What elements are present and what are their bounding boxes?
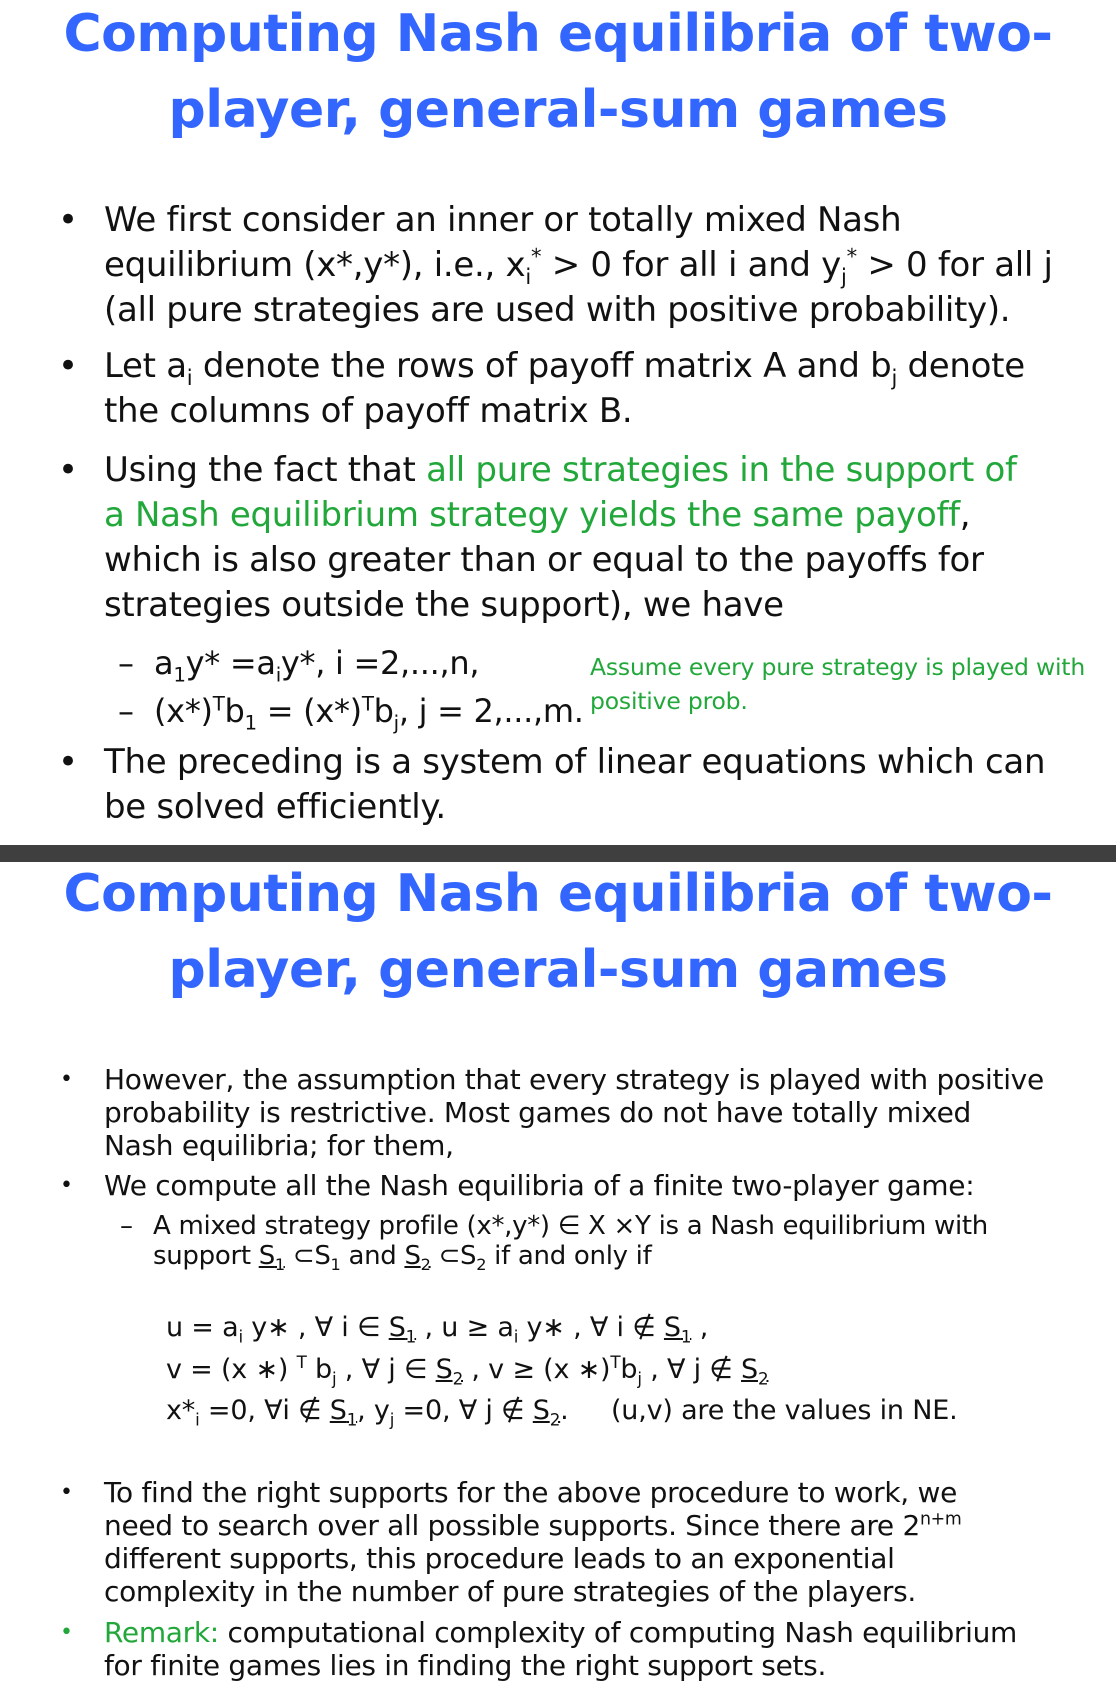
highlight-text: a Nash equilibrium strategy yields the same payoff xyxy=(104,495,960,535)
equation-v: v = (x ∗) $^T$ $b_j$ , ∀ j ∈ $S_2$ , v ≥ (x $∗)^Tb_j$ , ∀ j ∉ $S_2$ xyxy=(166,1352,769,1389)
ne-values-note: (u,v) are the values in NE. xyxy=(610,1395,958,1426)
bullet-dot: • xyxy=(60,1480,73,1505)
equation-zero: $x*_i =0$, ∀i ∉ $S_1$, $y_j =0$, ∀ j ∉ $S_2$. (u,v) are the values in NE. xyxy=(166,1395,958,1430)
side-note: Assume every pure strategy is played with positive prob. xyxy=(590,653,1086,715)
slide-2-title: Computing Nash equilibria of two- player, general-sum games xyxy=(63,864,1053,1000)
highlight-text: all pure strategies in the support of xyxy=(426,450,1017,490)
bullet-text: To find the right supports for the above procedure to work, we need to search over all possible supports. Since there are $2^{n+m}$ different supports, this procedure leads to an exponential complexity in the number of pure strategies of the players. xyxy=(104,1476,962,1608)
bullet-dot: • xyxy=(58,346,78,386)
bullet-dot: • xyxy=(58,200,78,240)
bullet-dot: • xyxy=(58,742,78,782)
bullet-dot: • xyxy=(58,450,78,490)
bullet-text: The preceding is a system of linear equations which can be solved efficiently. xyxy=(104,742,1046,827)
bullet-text: Using the fact that all pure strategies in the support of a Nash equilibrium strategy yields the same payoff, which is also greater than or equal to the payoffs for strategies outside the support), we have xyxy=(104,450,1017,625)
bullet-dot: • xyxy=(60,1173,73,1198)
bullet-text: We compute all the Nash equilibria of a finite two-player game: xyxy=(104,1169,975,1202)
slide-1: Computing Nash equilibria of two- player, general-sum games • We first consider an inner or totally mixed Nash equilibrium (x*,y*), i.e., $x_i^* > 0$ for all i and $y_j^* > 0$ for all j (all pure strategies are used with positive probability). • Let $a_i$ denote the rows of payoff matrix A and $b_j$ denote the columns of payoff matrix B. • Using the fact that all pure strategies in the support of a Nash equilibrium strategy yields the same payoff, which is also greater than or equal to the payoffs for strategies outside the support), we have – $a_1y* =a_iy*$, i =2,...,n, – $(x*)^Tb_1 = (x*)^Tb_j$, j = 2,...,m. Assume every pure strategy is played with positive prob. • The preceding is a system of linear equations which can be solved efficiently. xyxy=(0,0,1116,845)
bullet-dot: • xyxy=(60,1620,73,1645)
bullet-text: We first consider an inner or totally mixed Nash equilibrium (x*,y*), i.e., $x_i^* > 0$ for all i and $y_j^* > 0$ for all j (all pure strategies are used with positive probability). xyxy=(104,200,1053,330)
bullet-dot: • xyxy=(60,1067,73,1092)
equation-u: $u = a_i$ y∗ , ∀ i ∈ $S_1$ , $u \ge a_i$ y∗ , ∀ i ∉ $S_1$ , xyxy=(166,1312,709,1347)
remark-label: Remark: xyxy=(104,1616,219,1649)
bullet-text: Let $a_i$ denote the rows of payoff matrix A and $b_j$ denote the columns of payoff matrix B. xyxy=(104,346,1025,431)
bullet-text: However, the assumption that every strategy is played with positive probability is restrictive. Most games do not have totally mixed Nash equilibria; for them, xyxy=(104,1063,1044,1162)
bullet-text: Remark: computational complexity of computing Nash equilibrium for finite games lies in finding the right support sets. xyxy=(104,1616,1018,1682)
slide-1-title: Computing Nash equilibria of two- player, general-sum games xyxy=(63,4,1053,140)
